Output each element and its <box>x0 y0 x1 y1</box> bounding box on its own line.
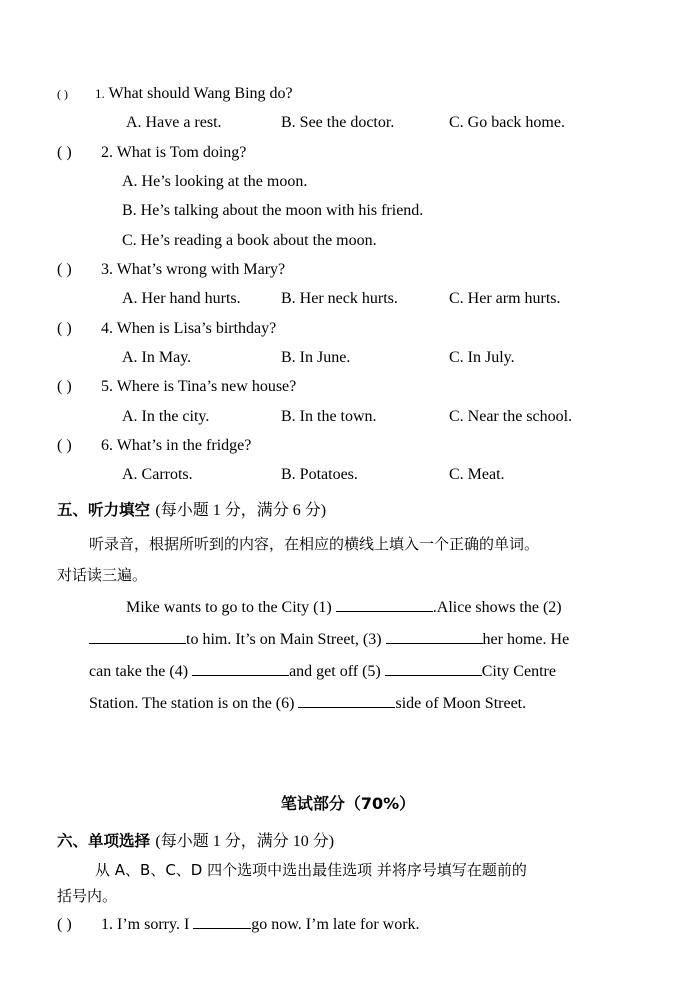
blank-4[interactable] <box>192 661 289 676</box>
question-text: What’s wrong with Mary? <box>116 261 286 278</box>
passage-line-2 <box>89 629 638 650</box>
option-c: C. Near the school. <box>449 408 573 425</box>
option-c: C. Her arm hurts. <box>449 290 561 307</box>
option-c: C. Go back home. <box>449 114 565 131</box>
question-text: When is Lisa’s birthday? <box>116 320 277 337</box>
question-number: 3. <box>101 261 113 278</box>
section-title: 六、单项选择 <box>57 832 151 850</box>
answer-paren[interactable]: ( ) <box>57 144 72 161</box>
question-6 <box>57 436 251 456</box>
section-5-instruction-2: 对话读三遍。 <box>57 566 148 584</box>
question-number: 1. <box>101 916 113 933</box>
question-number: 2. <box>101 144 113 161</box>
section-5-heading <box>57 500 326 521</box>
written-part-title: 笔试部分（70%） <box>280 794 416 813</box>
question-2 <box>57 143 246 163</box>
option-b: B. Potatoes. <box>281 466 358 483</box>
question-number: 5. <box>101 378 113 395</box>
passage-text: can take the (4) <box>89 663 193 680</box>
passage-text: Mike wants to go to the City (1) <box>126 599 336 616</box>
question-1 <box>57 84 293 104</box>
answer-paren[interactable]: ( ) <box>57 916 72 933</box>
option-b: B. In June. <box>281 349 351 366</box>
option-a: A. In the city. <box>122 408 210 425</box>
question-4 <box>57 319 276 339</box>
answer-paren[interactable]: ( ) <box>57 320 72 337</box>
question-number: 4. <box>101 320 113 337</box>
choice-question-1 <box>57 914 420 935</box>
blank-2[interactable] <box>89 629 186 644</box>
passage-line-3 <box>89 661 638 682</box>
option-b: B. See the doctor. <box>281 114 395 131</box>
option-a: A. Have a rest. <box>126 114 222 131</box>
section-6-heading <box>57 831 334 852</box>
option-c: C. In July. <box>449 349 515 366</box>
question-text: What is Tom doing? <box>116 144 247 161</box>
section-5-instruction-1: 听录音，根据所听到的内容，在相应的横线上填入一个正确的单词。 <box>89 535 540 553</box>
passage-text: to him. It’s on Main Street, (3) <box>186 631 386 648</box>
passage-text: side of Moon Street. <box>395 695 527 712</box>
passage-text: Station. The station is on the (6) <box>89 695 299 712</box>
section-6-instruction-2: 括号内。 <box>57 887 118 905</box>
passage-text: her home. He <box>482 631 570 648</box>
option-b: B. He’s talking about the moon with his friend. <box>122 202 424 219</box>
option-a: A. In May. <box>122 349 192 366</box>
option-b: B. In the town. <box>281 408 377 425</box>
answer-paren[interactable]: ( ) <box>57 437 72 454</box>
option-a: A. Carrots. <box>122 466 193 483</box>
passage-line-1 <box>126 597 638 618</box>
question-text: I’m sorry. I <box>117 916 194 933</box>
option-b: B. Her neck hurts. <box>281 290 398 307</box>
blank-5[interactable] <box>385 661 482 676</box>
question-text: What should Wang Bing do? <box>108 85 293 102</box>
question-3 <box>57 260 285 280</box>
question-number: 6. <box>101 437 113 454</box>
answer-paren[interactable]: ( ) <box>57 87 68 101</box>
blank-1[interactable] <box>336 597 433 612</box>
passage-line-4 <box>89 693 526 714</box>
section-title: 五、听力填空 <box>57 501 151 519</box>
blank-3[interactable] <box>386 629 483 644</box>
question-number: 1. <box>95 86 105 101</box>
option-a: A. Her hand hurts. <box>122 290 241 307</box>
passage-text: City Centre <box>481 663 556 680</box>
passage-text: and get off (5) <box>289 663 385 680</box>
section-score-note: (每小题 1 分，满分 6 分) <box>155 502 327 519</box>
question-text: Where is Tina’s new house? <box>116 378 297 395</box>
passage-text: .Alice shows the (2) <box>432 599 562 616</box>
option-a: A. He’s looking at the moon. <box>122 173 308 190</box>
blank-6[interactable] <box>298 693 395 708</box>
question-text: go now. I’m late for work. <box>251 916 420 933</box>
section-6-instruction-1: 从 A、B、C、D 四个选项中选出最佳选项 并将序号填写在题前的 <box>95 861 527 879</box>
question-5 <box>57 377 296 397</box>
section-score-note: (每小题 1 分，满分 10 分) <box>155 833 335 850</box>
option-c: C. He’s reading a book about the moon. <box>122 232 377 249</box>
option-c: C. Meat. <box>449 466 505 483</box>
blank[interactable] <box>193 914 251 929</box>
answer-paren[interactable]: ( ) <box>57 261 72 278</box>
question-text: What’s in the fridge? <box>116 437 252 454</box>
answer-paren[interactable]: ( ) <box>57 378 72 395</box>
